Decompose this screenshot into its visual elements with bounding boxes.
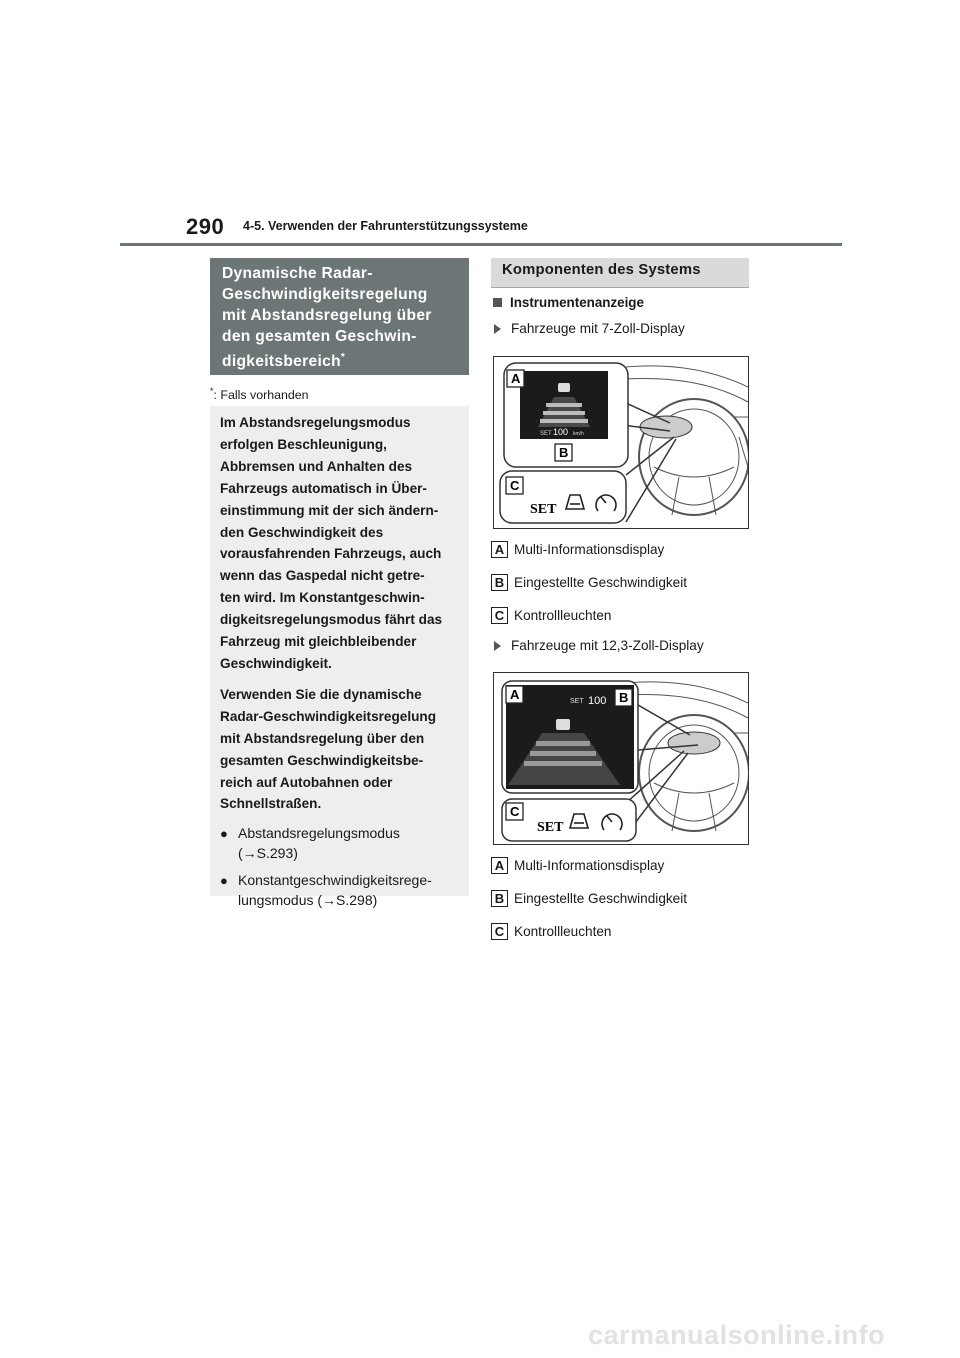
set-indicator-icon: SET: [530, 502, 557, 517]
title-asterisk: *: [340, 352, 346, 363]
legend-item: [491, 541, 664, 558]
bullet-text: [238, 824, 400, 863]
chapter-title-box: [210, 258, 469, 375]
line: Abbremsen und Anhalten des: [220, 458, 413, 474]
line: einstimmung mit der sich ändern-: [220, 502, 439, 518]
title-line: mit Abstandsregelung über: [222, 307, 432, 324]
dashboard-drawing: [626, 682, 749, 831]
line: digkeitsregelungsmodus fährt das: [220, 612, 443, 628]
summary-paragraph: [220, 412, 459, 675]
legend-text: Eingestellte Geschwindigkeit: [514, 575, 688, 590]
bullet-item: [220, 871, 459, 910]
title-line: Geschwindigkeitsregelung: [222, 286, 428, 303]
page-reference[interactable]: (→S.293): [238, 844, 298, 861]
header-rule: [120, 243, 842, 246]
callout-b: B: [559, 445, 569, 460]
vehicle-text: Fahrzeuge mit 7-Zoll-Display: [511, 321, 685, 336]
vehicle-text: Fahrzeuge mit 12,3-Zoll-Display: [511, 638, 704, 653]
summary-box: [210, 406, 469, 908]
set-indicator-icon: SET: [537, 820, 564, 835]
callout-c: C: [510, 478, 520, 493]
legend-item: [491, 890, 687, 907]
line: Geschwindigkeit.: [220, 655, 332, 671]
legend-text: Kontrollleuchten: [514, 924, 612, 939]
line: Fahrzeugs automatisch in Über-: [220, 480, 427, 496]
line: gesamten Geschwindigkeitsbe-: [220, 752, 424, 768]
set-label: SET: [540, 431, 552, 437]
watermark: carmanualsonline.info: [588, 1320, 886, 1350]
legend-text: Kontrollleuchten: [514, 608, 612, 623]
footnote-text: : Falls vorhanden: [213, 388, 309, 403]
subheading: [491, 295, 644, 310]
legend-key: A: [491, 541, 508, 558]
callout-a: A: [511, 371, 521, 386]
speed-unit: km/h: [573, 431, 584, 437]
bullet-text: [238, 871, 432, 910]
line: Abstandsregelungsmodus: [238, 825, 400, 842]
legend-key: C: [491, 607, 508, 624]
set-speed: 100: [588, 695, 607, 707]
legend-key: B: [491, 574, 508, 591]
triangle-bullet-icon: [494, 324, 501, 334]
footnote: [210, 386, 309, 402]
legend-item: [491, 857, 664, 874]
page-number: 290: [186, 214, 225, 239]
components-rule: [491, 287, 749, 288]
legend-text: Multi-Informationsdisplay: [514, 542, 665, 557]
distance-bar: [536, 741, 590, 746]
line: den Geschwindigkeit des: [220, 524, 384, 540]
legend-item: [491, 923, 612, 940]
components-heading: Komponenten des Systems: [491, 258, 749, 287]
line: Radar-Geschwindigkeitsregelung: [220, 708, 437, 724]
distance-bar: [546, 403, 582, 407]
title-line: Dynamische Radar-: [222, 265, 373, 282]
set-speed: 100: [553, 427, 569, 437]
title-line: [222, 347, 461, 372]
line: mit Abstandsregelung über den: [220, 730, 425, 746]
distance-bar: [540, 419, 588, 423]
legend-item: [491, 574, 687, 591]
callout-a: A: [510, 687, 520, 702]
subheading-text: Instrumentenanzeige: [510, 295, 644, 310]
legend-key: A: [491, 857, 508, 874]
bullet-dot-icon: ●: [220, 826, 228, 842]
footnote-asterisk: *: [210, 386, 214, 396]
legend-text: Multi-Informationsdisplay: [514, 858, 665, 873]
car-icon: [556, 719, 570, 730]
line: erfolgen Beschleunigung,: [220, 436, 387, 452]
usage-paragraph: [220, 684, 459, 815]
title-line: den gesamten Geschwin-: [222, 328, 417, 345]
bullet-dot-icon: ●: [220, 873, 228, 889]
square-bullet-icon: [493, 298, 502, 307]
page-reference[interactable]: lungsmodus (→S.298): [238, 891, 378, 908]
line: wenn das Gaspedal nicht getre-: [220, 568, 425, 584]
figure-7inch-svg: [494, 357, 749, 529]
line: Verwenden Sie die dynamische: [220, 686, 422, 702]
distance-bar: [543, 411, 585, 415]
line: ten wird. Im Konstantgeschwin-: [220, 590, 425, 606]
figure-12inch-svg: [494, 673, 749, 845]
callout-c: C: [510, 804, 520, 819]
figure-12inch-display: [493, 672, 749, 845]
set-label: SET: [570, 698, 584, 705]
triangle-bullet-icon: [494, 641, 501, 651]
section-title: 4-5. Verwenden der Fahrunterstützungssysteme: [243, 219, 528, 233]
line: reich auf Autobahnen oder: [220, 774, 393, 790]
callout-b: B: [619, 690, 629, 705]
line: Im Abstandsregelungsmodus: [220, 415, 411, 430]
line: Schnellstraßen.: [220, 796, 322, 812]
line: vorausfahrenden Fahrzeugs, auch: [220, 546, 442, 562]
figure-7inch-display: [493, 356, 749, 529]
legend-item: [491, 607, 612, 624]
line: Konstantgeschwindigkeitsrege-: [238, 872, 432, 889]
car-icon: [558, 383, 570, 392]
legend-key: B: [491, 890, 508, 907]
line: Fahrzeug mit gleichbleibender: [220, 634, 417, 650]
vehicle-variant-12inch: [491, 638, 704, 653]
legend-key: C: [491, 923, 508, 940]
legend-text: Eingestellte Geschwindigkeit: [514, 891, 688, 906]
distance-bar: [524, 761, 602, 766]
title-last-line: digkeitsbereich: [222, 353, 341, 371]
distance-bar: [530, 751, 596, 756]
bullet-item: [220, 824, 459, 863]
vehicle-variant-7inch: [491, 321, 685, 336]
